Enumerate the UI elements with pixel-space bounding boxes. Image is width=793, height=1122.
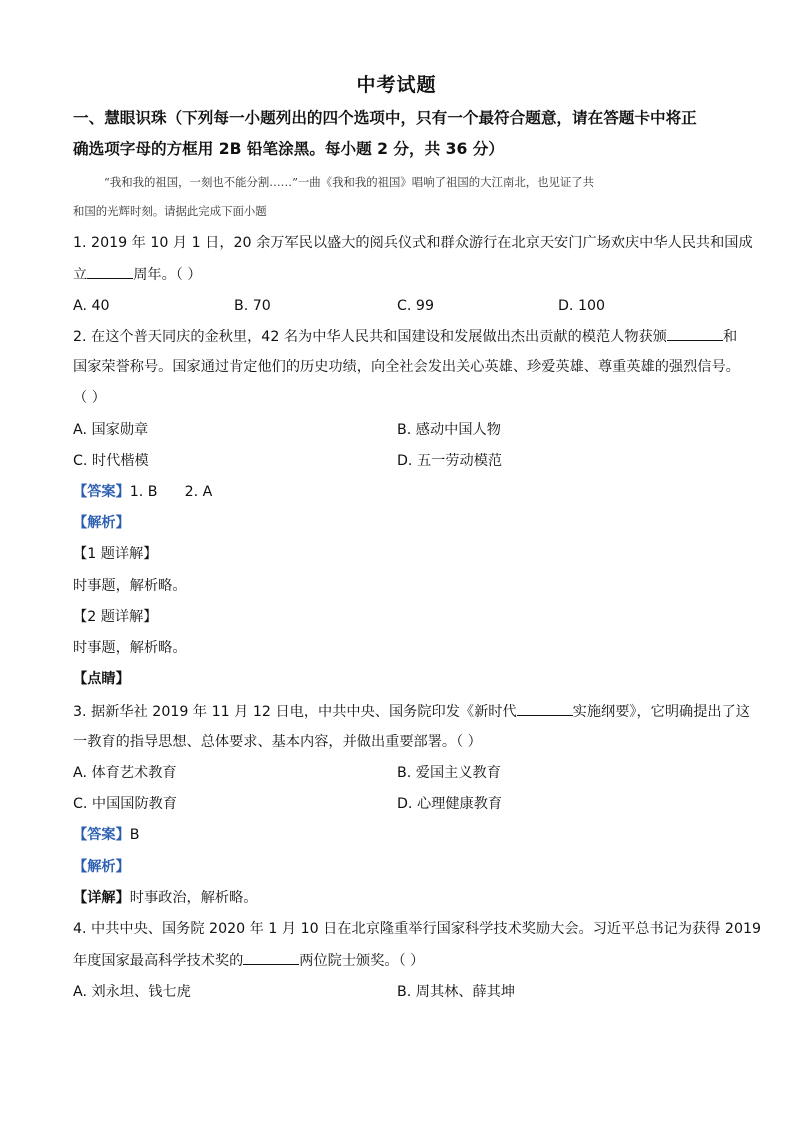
question-4-option-b: B. 周其林、薛其坤 bbox=[397, 984, 516, 1000]
answer-label: 【答案】 bbox=[73, 827, 130, 843]
detail-text: 时事政治，解析略。 bbox=[129, 890, 258, 906]
question-4-option-a: A. 刘永坦、钱七虎 bbox=[73, 984, 191, 1000]
question-1-line2-post: 周年。（ ） bbox=[133, 267, 202, 283]
question-4-line2 bbox=[73, 950, 424, 971]
question-2-line1-pre: 2. 在这个普天同庆的金秋里，42 名为中华人民共和国建设和发展做出杰出贡献的模范人物获颁 bbox=[73, 329, 667, 345]
question-2-option-b: B. 感动中国人物 bbox=[397, 422, 501, 438]
section1-heading-line1: 一、慧眼识珠（下列每一小题列出的四个选项中，只有一个最符合题意，请在答题卡中将正 bbox=[73, 109, 697, 127]
answer-blank bbox=[243, 950, 299, 965]
question-1-line1: 1. 2019 年 10 月 1 日，20 余万军民以盛大的阅兵仪式和群众游行在北京天安门广场欢庆中华人民共和国成 bbox=[73, 235, 753, 251]
answer-label: 【答案】 bbox=[73, 484, 130, 500]
question-2-option-d: D. 五一劳动模范 bbox=[397, 453, 503, 469]
answer-blank bbox=[667, 326, 723, 341]
detail-2-heading: 【2 题详解】 bbox=[73, 609, 158, 625]
answer-value: B bbox=[129, 827, 140, 843]
question-2-line1 bbox=[73, 326, 737, 347]
question-2-line1-post: 和 bbox=[722, 329, 738, 345]
question-1-option-a: A. 40 bbox=[73, 298, 110, 314]
detail-2-text: 时事题，解析略。 bbox=[73, 640, 187, 656]
page-title: 中考试题 bbox=[356, 74, 437, 96]
detail-3 bbox=[73, 888, 257, 908]
answer-3 bbox=[73, 825, 140, 845]
answer-blank bbox=[517, 701, 573, 716]
detail-1-heading: 【1 题详解】 bbox=[73, 546, 158, 562]
question-3-option-d: D. 心理健康教育 bbox=[397, 796, 503, 812]
question-3-option-a: A. 体育艺术教育 bbox=[73, 765, 177, 781]
question-3-option-c: C. 中国国防教育 bbox=[73, 796, 178, 812]
question-1-option-d: D. 100 bbox=[558, 298, 606, 314]
analysis-label: 【解析】 bbox=[73, 859, 130, 875]
question-3-option-b: B. 爱国主义教育 bbox=[397, 765, 501, 781]
question-3-line1-post: 实施纲要》，它明确提出了这 bbox=[572, 704, 750, 720]
question-4-line2-pre: 年度国家最高科学技术奖的 bbox=[73, 953, 244, 969]
answer-1-2 bbox=[73, 482, 212, 502]
dianjing-label: 【点睛】 bbox=[73, 671, 130, 687]
answer-blank bbox=[87, 264, 133, 279]
question-1-option-b: B. 70 bbox=[234, 298, 271, 314]
detail-label: 【详解】 bbox=[73, 890, 130, 906]
question-1-line2 bbox=[73, 264, 202, 285]
question-2-option-c: C. 时代楷模 bbox=[73, 453, 149, 469]
detail-1-text: 时事题，解析略。 bbox=[73, 578, 187, 594]
question-2-line3: （ ） bbox=[73, 390, 106, 406]
question-2-option-a: A. 国家勋章 bbox=[73, 422, 149, 438]
analysis-label: 【解析】 bbox=[73, 515, 130, 531]
question-1-option-c: C. 99 bbox=[397, 298, 434, 314]
question-4-line2-post: 两位院士颁奖。（ ） bbox=[299, 953, 425, 969]
question-3-line1 bbox=[73, 701, 750, 722]
answer-value: 1. B 2. A bbox=[129, 484, 213, 500]
question-1-line2-pre: 立 bbox=[73, 267, 88, 283]
intro-line2: 和国的光辉时刻。请据此完成下面小题 bbox=[73, 204, 267, 218]
section1-heading-line2: 确选项字母的方框用 2B 铅笔涂黑。每小题 2 分，共 36 分） bbox=[73, 140, 504, 158]
intro-line1: “我和我的祖国，一刻也不能分割……”一曲《我和我的祖国》唱响了祖国的大江南北，也见证了共 bbox=[104, 175, 595, 189]
question-3-line1-pre: 3. 据新华社 2019 年 11 月 12 日电，中共中央、国务院印发《新时代 bbox=[73, 704, 517, 720]
question-4-line1: 4. 中共中央、国务院 2020 年 1 月 10 日在北京隆重举行国家科学技术奖励大会。习近平总书记为获得 2019 bbox=[73, 921, 762, 937]
question-2-line2: 国家荣誉称号。国家通过肯定他们的历史功绩，向全社会发出关心英雄、珍爱英雄、尊重英雄的强烈信号。 bbox=[73, 359, 740, 375]
question-3-line2: 一教育的指导思想、总体要求、基本内容，并做出重要部署。（ ） bbox=[73, 734, 482, 750]
